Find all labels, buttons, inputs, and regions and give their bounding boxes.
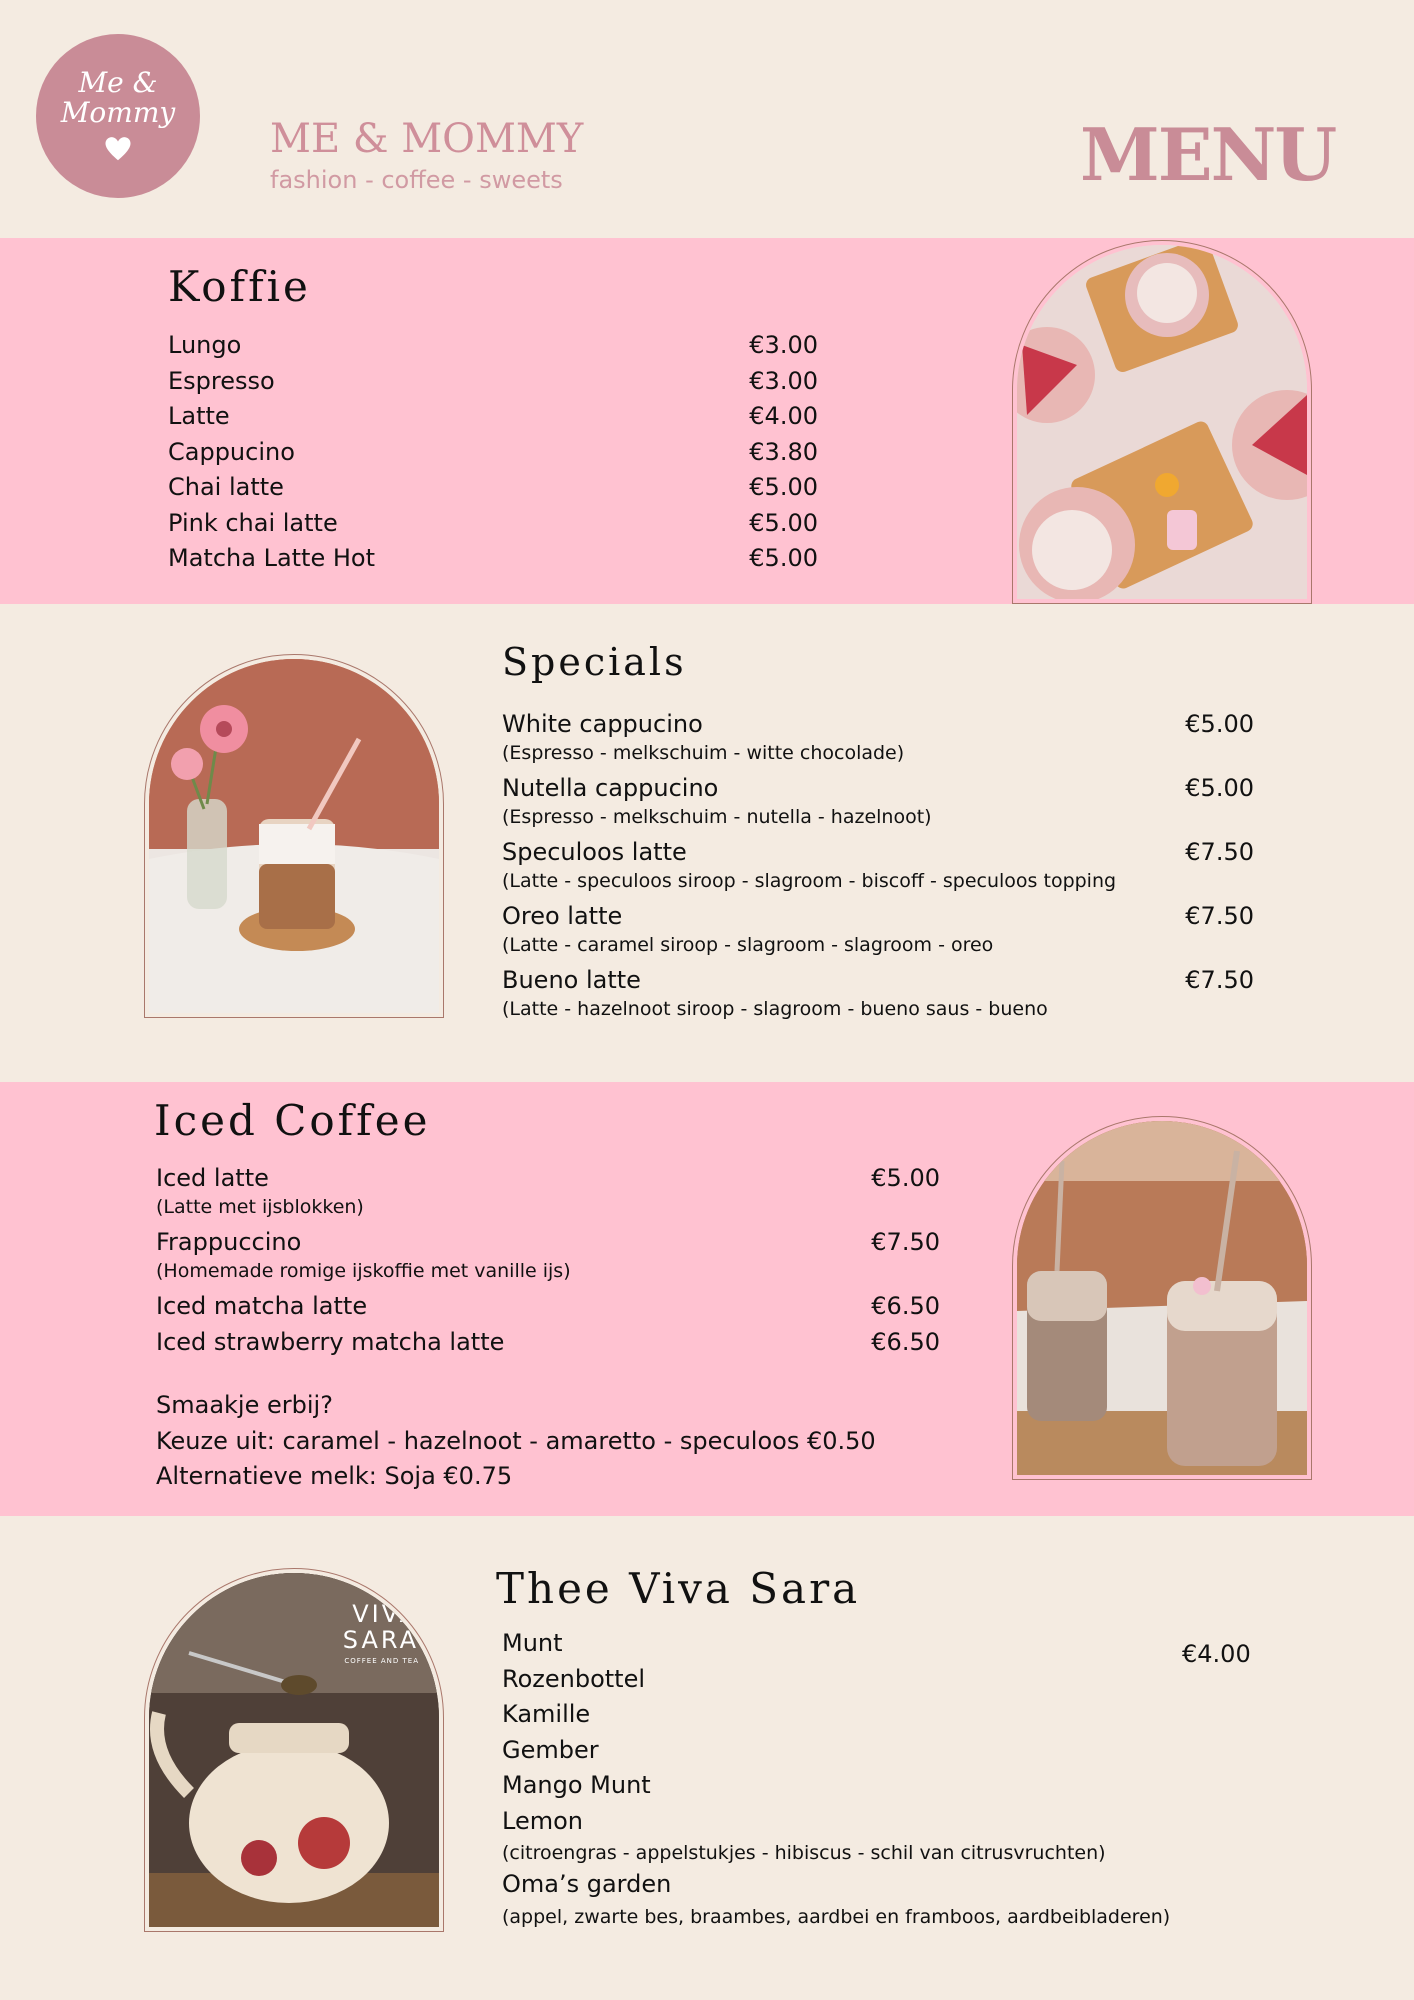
viva-sara-logo: VIVA SARA: [342, 1600, 419, 1654]
koffie-photo: [1012, 240, 1312, 604]
thee-photo: [144, 1568, 444, 1932]
special-item: Speculoos latte €7.50 (Latte - speculoos siroop - slagroom - biscoff - speculoos topping: [502, 838, 1254, 892]
special-item: White cappucino €5.00 (Espresso - melkschuim - witte chocolade): [502, 710, 1254, 764]
tea-item: Oma’s garden: [502, 1870, 672, 1898]
special-item: Bueno latte €7.50 (Latte - hazelnoot siroop - slagroom - bueno saus - bueno: [502, 966, 1254, 1020]
menu-item: Lungo €3.00: [168, 331, 818, 359]
viva-sara-sub: COFFEE AND TEA: [344, 1657, 419, 1665]
menu-title: MENU: [1080, 112, 1336, 197]
iced-title: Iced Coffee: [154, 1096, 431, 1145]
brand-tagline: fashion - coffee - sweets: [270, 166, 563, 194]
menu-item: Espresso €3.00: [168, 366, 818, 395]
specials-photo: [144, 654, 444, 1018]
logo-text: Me & Mommy: [60, 66, 176, 129]
latte-flower-image: [149, 659, 439, 1013]
heart-icon: [103, 134, 133, 164]
iced-drinks-image: [1017, 1121, 1307, 1475]
tea-desc: (citroengras - appelstukjes - hibiscus - schil van citrusvruchten): [502, 1842, 1106, 1864]
iced-list: [156, 1160, 940, 1360]
iced-item: Frappuccino €7.50 (Homemade romige ijskoffie met vanille ijs): [156, 1228, 940, 1282]
logo: [36, 34, 200, 198]
extra-flavours: Keuze uit: caramel - hazelnoot - amaretto - speculoos €0.50: [156, 1427, 876, 1455]
cake-table-image: [1017, 245, 1307, 599]
iced-item: Iced matcha latte €6.50: [156, 1292, 940, 1320]
menu-item: Latte €4.00: [168, 402, 818, 430]
brand-name: ME & MOMMY: [270, 116, 584, 162]
thee-list: [502, 1626, 1170, 1931]
specials-title: Specials: [502, 640, 687, 684]
extra-title: Smaakje erbij?: [156, 1391, 333, 1419]
tea-item: Lemon: [502, 1806, 583, 1835]
special-item: Oreo latte €7.50 (Latte - caramel siroop - slagroom - slagroom - oreo: [502, 902, 1254, 956]
iced-item: Iced strawberry matcha latte €6.50: [156, 1328, 940, 1356]
extra-milk: Alternatieve melk: Soja €0.75: [156, 1462, 513, 1490]
tea-item: Rozenbottel: [502, 1664, 646, 1693]
tea-item: Kamille: [502, 1700, 591, 1728]
menu-item: Pink chai latte €5.00: [168, 508, 818, 537]
thee-price: €4.00: [1182, 1640, 1251, 1668]
tea-item: Munt: [502, 1629, 563, 1657]
menu-item: Chai latte €5.00: [168, 473, 818, 501]
tea-item: Mango Munt: [502, 1771, 651, 1799]
menu-item: Matcha Latte Hot €5.00: [168, 544, 818, 572]
tea-desc: (appel, zwarte bes, braambes, aardbei en framboos, aardbeibladeren): [502, 1905, 1171, 1928]
special-item: Nutella cappucino €5.00 (Espresso - melkschuim - nutella - hazelnoot): [502, 774, 1254, 828]
thee-title: Thee Viva Sara: [496, 1564, 861, 1613]
specials-list: [502, 706, 1254, 1026]
iced-photo: [1012, 1116, 1312, 1480]
tea-item: Gember: [502, 1735, 599, 1764]
koffie-title: Koffie: [168, 262, 311, 311]
menu-item: Cappucino €3.80: [168, 437, 818, 466]
koffie-list: [168, 328, 818, 577]
iced-item: Iced latte €5.00 (Latte met ijsblokken): [156, 1164, 940, 1218]
